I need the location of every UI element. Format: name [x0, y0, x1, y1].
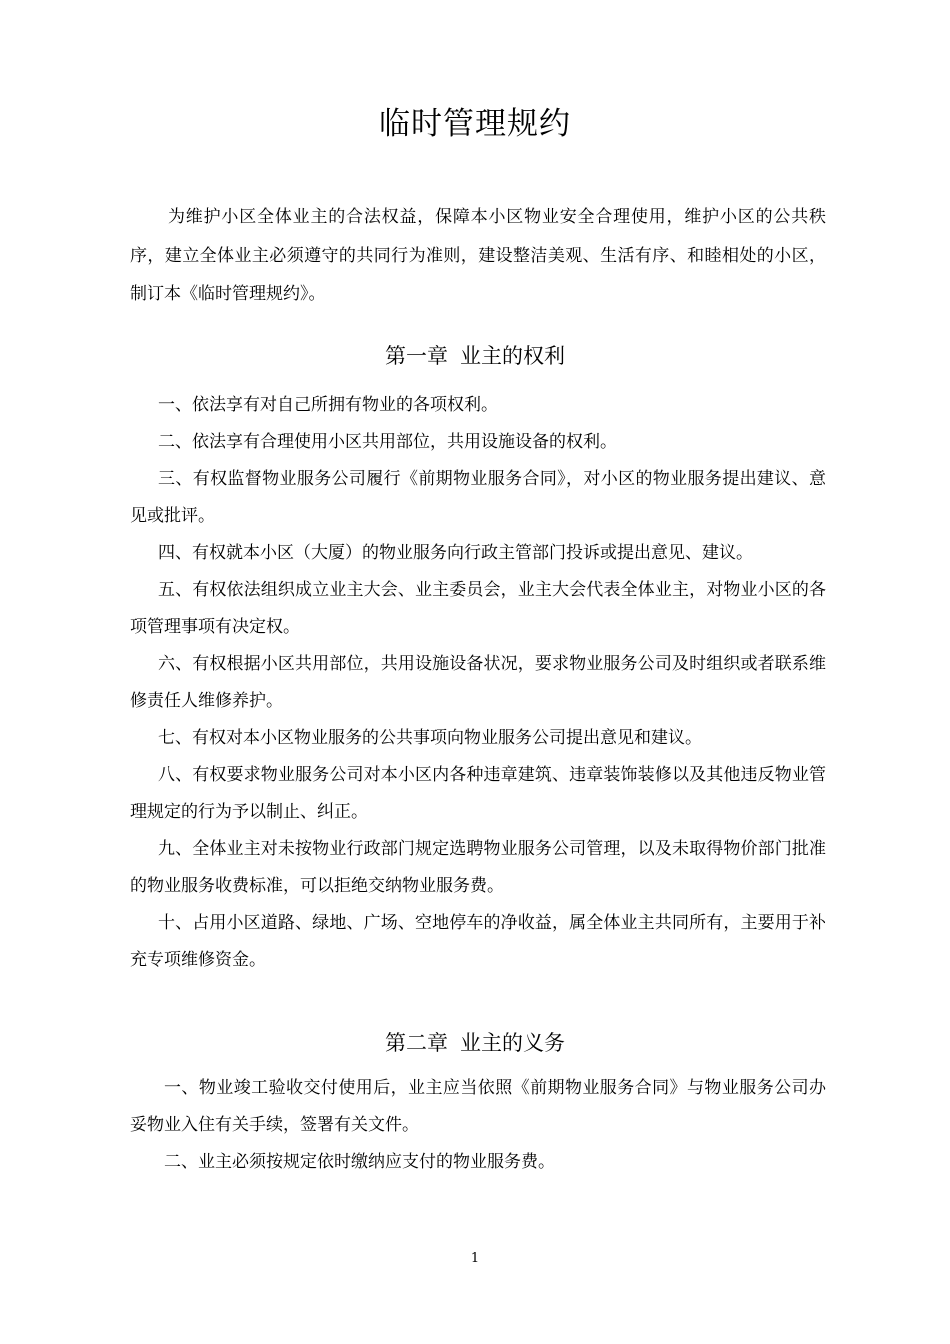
list-item: 四、有权就本小区（大厦）的物业服务向行政主管部门投诉或提出意见、建议。 — [158, 543, 753, 563]
chapter-1-name: 业主的权利 — [460, 344, 565, 368]
intro-text: 为维护小区全体业主的合法权益，保障本小区物业安全合理使用，维护小区的公共秩序，建立全体业主必须遵守的共同行为准则，建设整洁美观、生活有序、和睦相处的小区，制订本《临时管理规约》。 — [130, 207, 826, 304]
list-item: 七、有权对本小区物业服务的公共事项向物业服务公司提出意见和建议。 — [158, 728, 702, 748]
list-item: 六、有权根据小区共用部位，共用设施设备状况，要求物业服务公司及时组织或者联系维修责任人维修养护。 — [130, 654, 826, 711]
list-item: 十、占用小区道路、绿地、广场、空地停车的净收益，属全体业主共同所有，主要用于补充专项维修资金。 — [130, 913, 826, 970]
list-item: 五、有权依法组织成立业主大会、业主委员会，业主大会代表全体业主，对物业小区的各项管理事项有决定权。 — [130, 580, 826, 637]
chapter-2-heading — [0, 1027, 950, 1059]
list-item: 九、全体业主对未按物业行政部门规定选聘物业服务公司管理，以及未取得物价部门批准的物业服务收费标准，可以拒绝交纳物业服务费。 — [130, 839, 826, 896]
intro-paragraph — [130, 198, 826, 314]
list-item: 二、依法享有合理使用小区共用部位，共用设施设备的权利。 — [158, 432, 617, 452]
chapter-2-list — [130, 1070, 826, 1181]
chapter-2-number: 第二章 — [385, 1031, 448, 1055]
list-item: 八、有权要求物业服务公司对本小区内各种违章建筑、违章装饰装修以及其他违反物业管理规定的行为予以制止、纠正。 — [130, 765, 826, 822]
chapter-1-number: 第一章 — [385, 344, 448, 368]
list-item: 一、依法享有对自己所拥有物业的各项权利。 — [158, 395, 498, 415]
list-item: 一、物业竣工验收交付使用后，业主应当依照《前期物业服务合同》与物业服务公司办妥物业入住有关手续，签署有关文件。 — [130, 1078, 826, 1135]
chapter-1-list — [130, 387, 826, 979]
chapter-2-name: 业主的义务 — [460, 1031, 565, 1055]
list-item: 二、业主必须按规定依时缴纳应支付的物业服务费。 — [164, 1152, 555, 1172]
chapter-1-heading — [0, 340, 950, 372]
document-title: 临时管理规约 — [379, 106, 571, 142]
page-number: 1 — [470, 1251, 480, 1266]
list-item: 三、有权监督物业服务公司履行《前期物业服务合同》，对小区的物业服务提出建议、意见或批评。 — [130, 469, 826, 526]
